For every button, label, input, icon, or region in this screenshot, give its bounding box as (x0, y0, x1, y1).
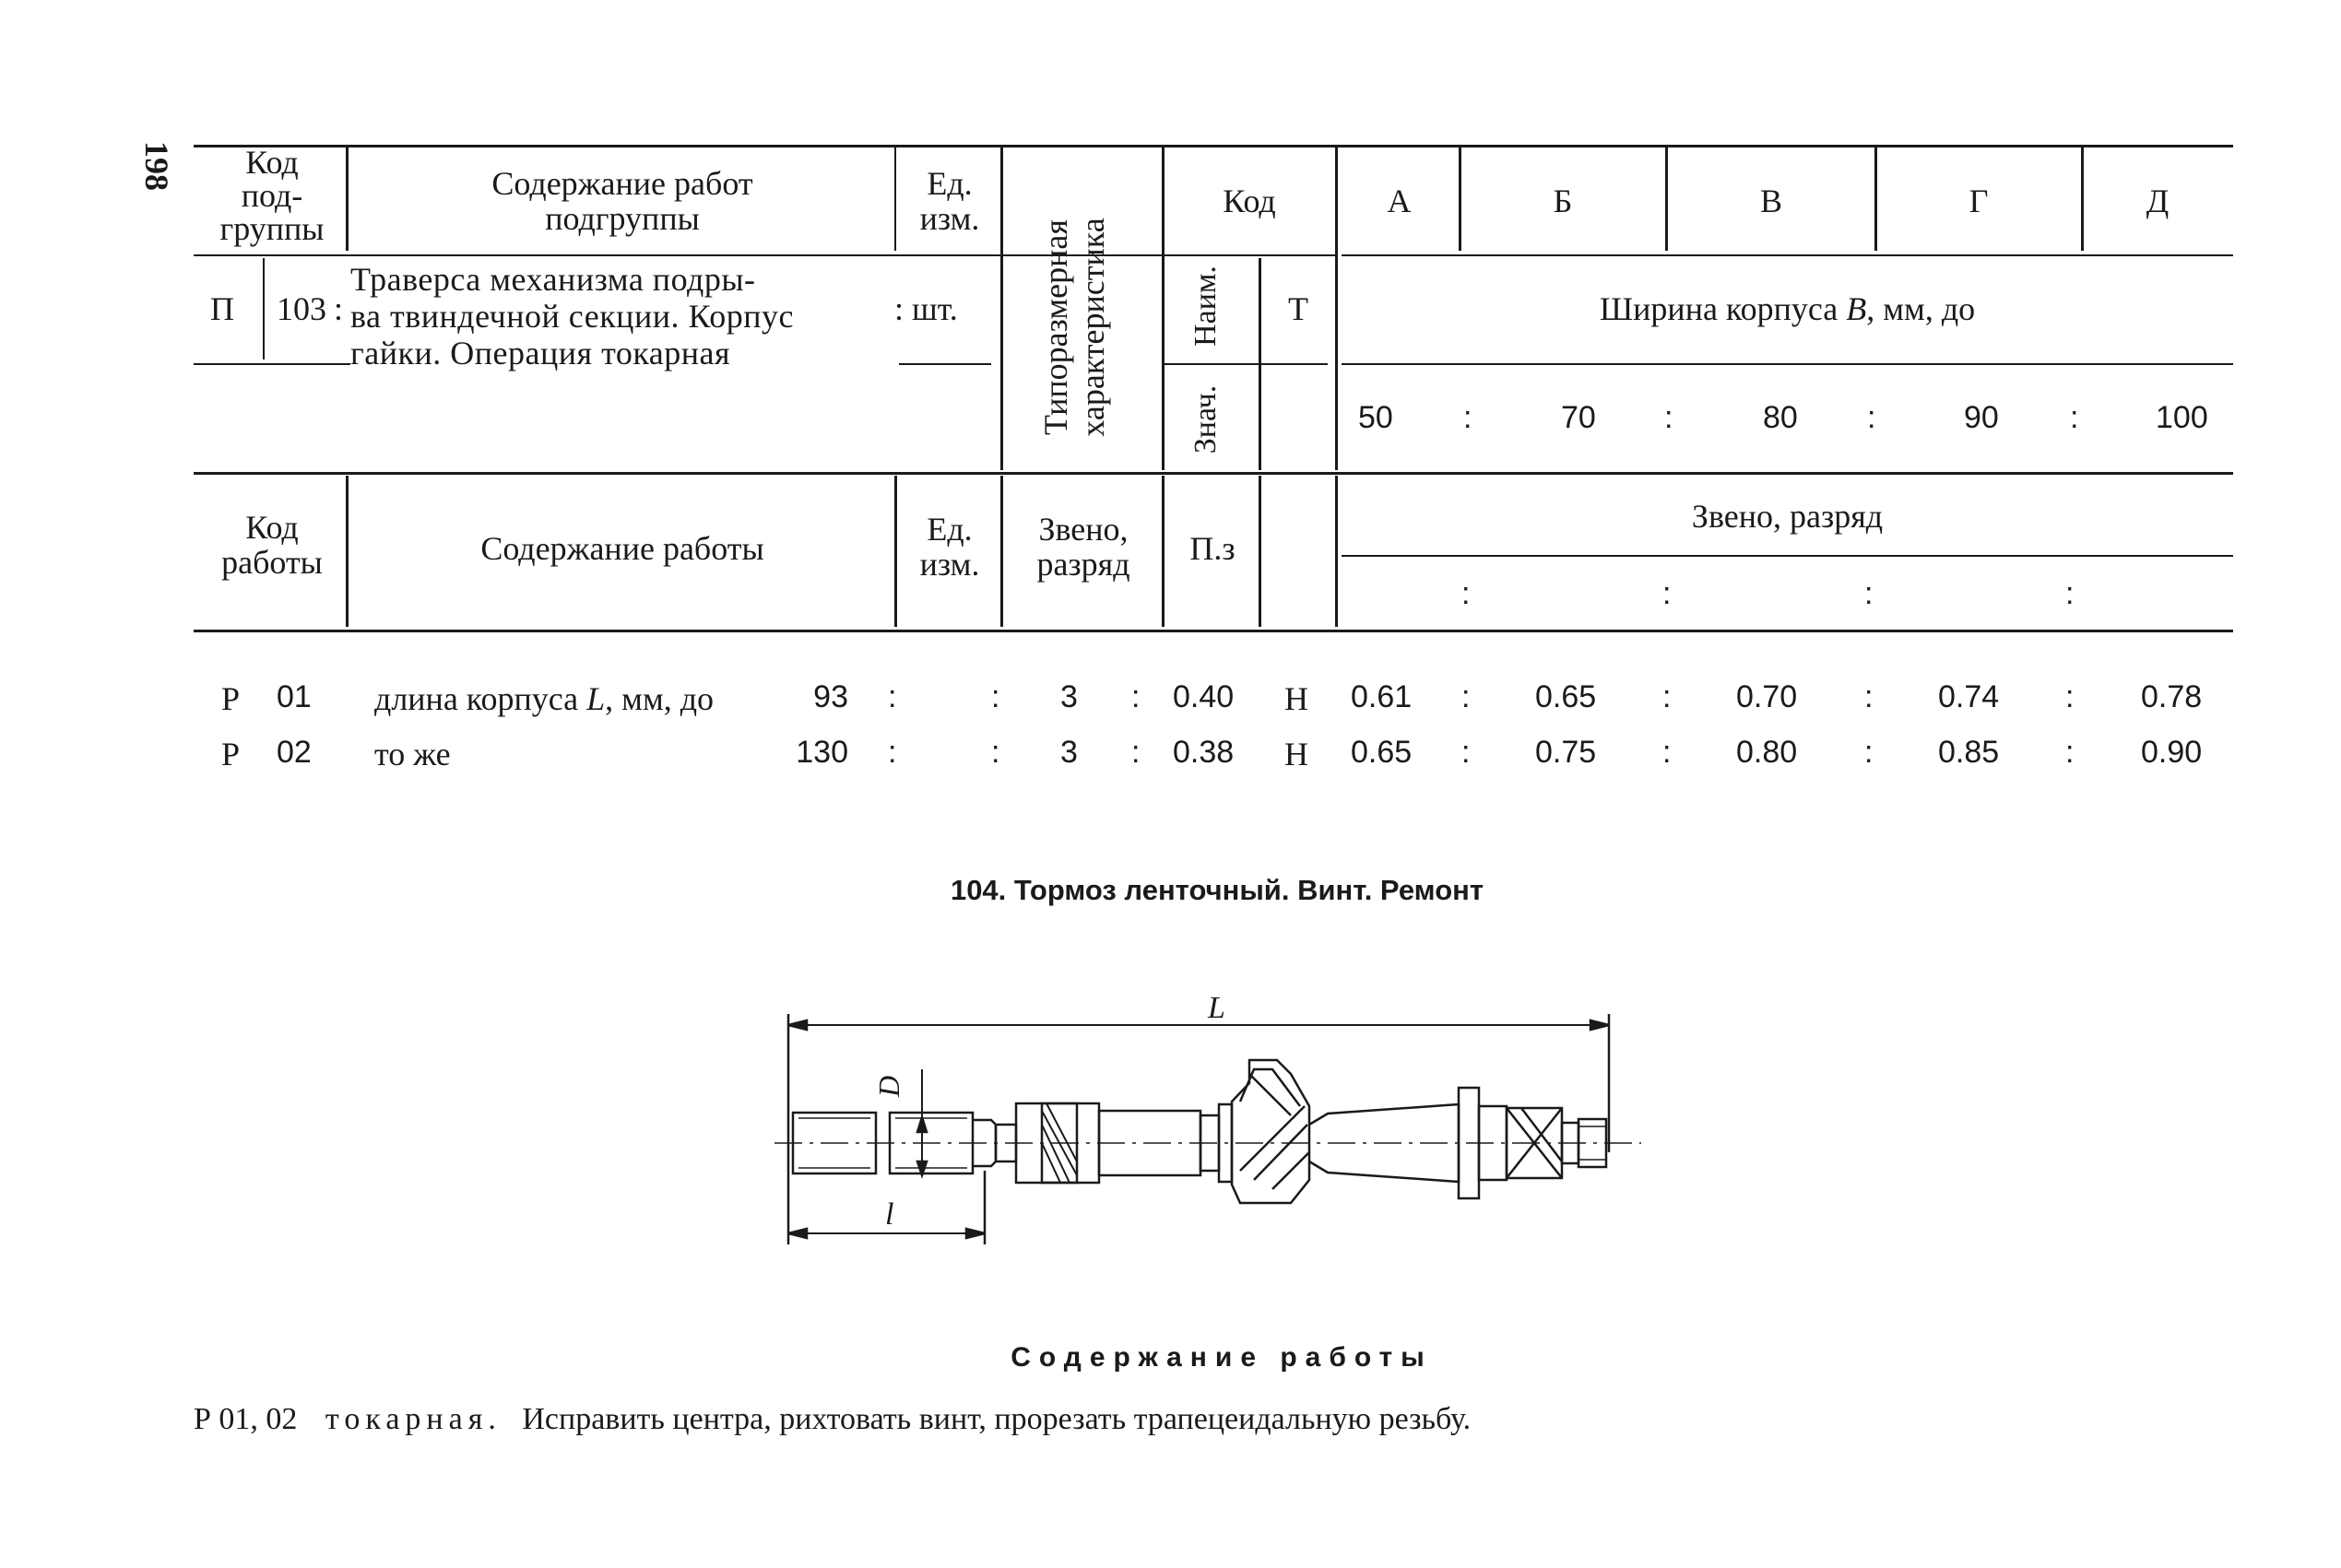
row-sep: : (2065, 679, 2075, 714)
row-code: 01 (277, 679, 312, 714)
row-sep: : (1662, 735, 1672, 770)
zveno-sep-3: : (1864, 576, 1874, 611)
subgroup-code-label: Код под- группы (219, 144, 325, 247)
row-letter: Р (221, 736, 241, 772)
row-content-pre: длина корпуса (374, 680, 587, 717)
work-description-operation: токарная. (325, 1402, 502, 1436)
drawing-label-l: l (885, 1197, 894, 1232)
col-letter-v: В (1759, 183, 1782, 219)
row-sep: : (888, 679, 897, 714)
row-value-a: 0.65 (1351, 735, 1413, 770)
header-bottom-rule (194, 630, 2233, 632)
zveno-sep-1: : (1461, 576, 1471, 611)
drawing-label-D: D (872, 1075, 905, 1097)
work-code-label: Код работы (221, 509, 323, 581)
row-content (374, 736, 451, 772)
work-description-text: Исправить центра, рихтовать винт, прорезать трапецеидальную резьбу. (522, 1402, 1472, 1436)
work-unit-label: Ед. изм. (919, 511, 980, 583)
row-sep: : (888, 735, 897, 770)
v-rule-workcontent (894, 476, 897, 627)
row-value-b: 0.65 (1535, 679, 1597, 714)
width-row-rule (1342, 363, 2233, 365)
zveno-sep-2: : (1662, 576, 1672, 611)
col-letter-d: Д (2146, 183, 2170, 219)
header-middle-rule (194, 472, 2233, 475)
v-rule-kod (1335, 147, 1338, 470)
width-label-post: , мм, до (1866, 290, 1976, 327)
col-letter-b: Б (1553, 183, 1573, 219)
size-characteristic-label: Типоразмерная характеристика (1037, 218, 1111, 437)
subgroup-content-label: Содержание работ подгруппы (491, 165, 753, 237)
zveno-sep-4: : (2065, 576, 2075, 611)
row-content-post: , мм, до (605, 680, 715, 717)
row-content (374, 680, 714, 717)
t-label: Т (1288, 290, 1308, 327)
zveno-sub-rule (1342, 555, 2233, 557)
row-t: Н (1284, 736, 1308, 772)
row-value-d: 0.78 (2141, 679, 2203, 714)
v-rule-pz (1259, 476, 1261, 627)
v-rule-content (894, 147, 896, 251)
work-content-label: Содержание работы (480, 530, 764, 567)
page-number: 198 (138, 141, 175, 191)
col-letter-a: А (1387, 183, 1412, 219)
row-sep: : (1461, 735, 1471, 770)
subgroup-description: Траверса механизма подры- ва твиндечной секции. Корпус гайки. Операция токарная (350, 261, 794, 371)
row-letter: Р (221, 680, 241, 717)
row-value-v: 0.80 (1736, 735, 1798, 770)
row-sep: : (1131, 679, 1141, 714)
row-content-pre: то же (374, 736, 451, 772)
width-sep-3: : (1867, 400, 1876, 435)
row-value-a: 0.61 (1351, 679, 1413, 714)
width-sep-1: : (1463, 400, 1472, 435)
width-label-var: B (1846, 290, 1867, 327)
section-title: 104. Тормоз ленточный. Винт. Ремонт (950, 874, 1484, 906)
row-value-v: 0.70 (1736, 679, 1798, 714)
col-letter-g: Г (1969, 183, 1989, 219)
unit-label: Ед. изм. (919, 165, 980, 237)
row-pz: 0.38 (1173, 735, 1235, 770)
row-t: Н (1284, 680, 1308, 717)
header-top-rule (194, 145, 2233, 147)
subgroup-colon: : (334, 290, 344, 327)
row-sep: : (991, 735, 1000, 770)
work-description (194, 1403, 1471, 1436)
width-value-g: 90 (1964, 400, 1999, 435)
v-rule-subgroup-code (263, 258, 265, 360)
width-value-a: 50 (1358, 400, 1393, 435)
subgroup-letter: П (210, 290, 234, 327)
row-sep: : (1662, 679, 1672, 714)
naim-label: Наим. (1188, 265, 1223, 347)
subgroup-unit: : шт. (894, 290, 958, 327)
drawing-label-L: L (1208, 991, 1225, 1025)
header-row-rule-1 (194, 254, 1337, 256)
work-description-codes: Р 01, 02 (194, 1402, 298, 1436)
naim-underline (1162, 363, 1328, 365)
row-limit: 130 (796, 735, 848, 770)
row-sep: : (991, 679, 1000, 714)
zveno-label: Звено, разряд (1036, 511, 1130, 583)
row-sep: : (2065, 735, 2075, 770)
kod-label: Код (1223, 183, 1276, 219)
row-sep: : (1461, 679, 1471, 714)
v-rule-subgroup (346, 147, 349, 251)
subgroup-code-underline (194, 363, 350, 365)
row-code: 02 (277, 735, 312, 770)
width-label (1342, 290, 2233, 327)
row-limit: 93 (813, 679, 848, 714)
header-row-rule-1b (1342, 254, 2233, 256)
row-zveno: 3 (1060, 679, 1078, 714)
width-value-b: 70 (1561, 400, 1596, 435)
width-sep-4: : (2070, 400, 2079, 435)
row-value-d: 0.90 (2141, 735, 2203, 770)
v-rule-t (1335, 476, 1338, 627)
v-rule-zveno (1162, 476, 1165, 627)
row-sep: : (1864, 679, 1874, 714)
width-value-d: 100 (2156, 400, 2208, 435)
row-zveno: 3 (1060, 735, 1078, 770)
row-value-g: 0.85 (1938, 735, 2000, 770)
row-sep: : (1131, 735, 1141, 770)
pz-label: П.з (1189, 530, 1236, 567)
width-label-pre: Ширина корпуса (1599, 290, 1847, 327)
row-value-b: 0.75 (1535, 735, 1597, 770)
v-rule-b (1665, 147, 1668, 251)
row-sep: : (1864, 735, 1874, 770)
v-rule-workunit (1000, 476, 1003, 627)
screw-drawing (774, 986, 1641, 1263)
v-rule-unit (1000, 147, 1003, 470)
row-value-g: 0.74 (1938, 679, 2000, 714)
width-sep-2: : (1664, 400, 1673, 435)
row-content-var: L (586, 680, 606, 717)
zveno-razryad-label: Звено, разряд (1691, 498, 1884, 535)
znach-label: Знач. (1188, 384, 1223, 454)
work-content-title: Содержание работы (1011, 1342, 1433, 1373)
row-pz: 0.40 (1173, 679, 1235, 714)
unit-underline (899, 363, 991, 365)
v-rule-workcode (346, 476, 349, 627)
v-rule-sizechar (1162, 147, 1165, 470)
width-value-v: 80 (1763, 400, 1798, 435)
subgroup-number: 103 (277, 290, 326, 327)
